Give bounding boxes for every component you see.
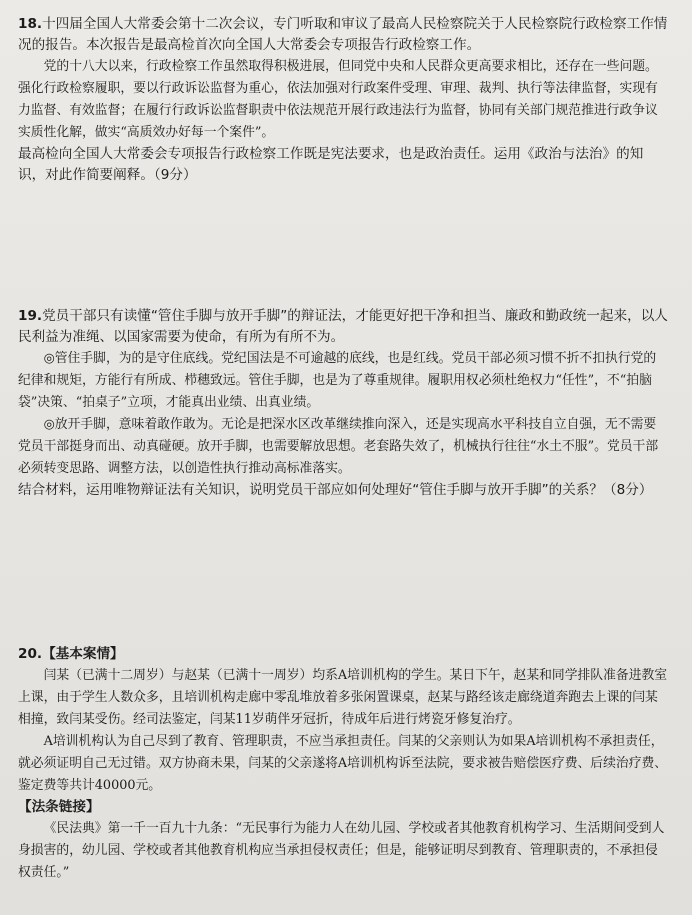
case-paragraph-1: 闫某（已满十二周岁）与赵某（已满十一周岁）均系A培训机构的学生。某日下午，赵某和同学排队准备进教室上课，由于学生人数众多，且培训机构走廊中零乱堆放着多张闲置课桌，赵某与路经该走廊绕道奔跑去上课的闫某相撞，致闫某受伤。经司法鉴定，闫某11岁萌伴牙冠折，待成年后进行烤瓷牙修复治疗。: [18, 668, 668, 727]
question-18-material: 党的十八大以来，行政检察工作虽然取得积极进展，但同党中央和人民群众更高要求相比，还存在一些问题。强化行政检察履职，要以行政诉讼监督为重心，依法加强对行政案件受理、审理、裁判、执行等法律监督，实现有力监督、有效监督；在履行行政诉讼监督职责中依法规范开展行政违法行为监督，协同有关部门规范推进行政争议实质性化解，做实“高质效办好每一个案件”。: [18, 59, 658, 140]
question-19-point-2: ◎放开手脚，意味着敢作敢为。无论是把深水区改革继续推向深入，还是实现高水平科技自立自强，无不需要党员干部挺身而出、动真碰硬。放开手脚，也需要解放思想。老套路失效了，机械执行往往“水土不服”。党员干部必须转变思路、调整方法，以创造性执行推动高标准落实。: [18, 417, 659, 476]
case-heading: 【基本案情】: [42, 646, 124, 662]
case-paragraph-2: A培训机构认为自己尽到了教育、管理职责，不应当承担责任。闫某的父亲则认为如果A培训机构不承担责任，就必须证明自己无过错。双方协商未果，闫某的父亲遂将A培训机构诉至法院，要求被告赔偿医疗费、后续治疗费、鉴定费等共计40000元。: [18, 734, 668, 793]
question-19-prompt: 结合材料，运用唯物辩证法有关知识，说明党员干部应如何处理好“管住手脚与放开手脚”的关系？（8分）: [18, 482, 653, 498]
intro-text: 党员干部只有读懂“管住手脚与放开手脚”的辩证法，才能更好把干净和担当、廉政和勤政统一起来，以人民利益为准绳、以国家需要为使命，有所为有所不为。: [18, 308, 668, 345]
question-18: [18, 14, 668, 186]
intro-text: 十四届全国人大常委会第十二次会议，专门听取和审议了最高人民检察院关于人民检察院行政检察工作情况的报告。本次报告是最高检首次向全国人大常委会专项报告行政检察工作。: [18, 16, 668, 53]
question-number: 19.: [18, 308, 43, 324]
question-number: 18.: [18, 16, 43, 32]
question-18-intro: [18, 14, 668, 56]
question-20: [18, 644, 668, 884]
law-heading: 【法条链接】: [18, 799, 100, 815]
question-19-intro: [18, 306, 668, 348]
question-19: [18, 306, 668, 501]
question-18-prompt: 最高检向全国人大常委会专项报告行政检察工作既是宪法要求，也是政治责任。运用《政治与法治》的知识，对此作简要阐释。（9分）: [18, 146, 644, 183]
question-19-point-1: ◎管住手脚，为的是守住底线。党纪国法是不可逾越的底线，也是红线。党员干部必须习惯不折不扣执行党的纪律和规矩，方能行有所成、栉穗致远。管住手脚，也是为了尊重规律。履职用权必须杜绝权力“任性”，不“拍脑袋”决策、“拍桌子”立项，才能真出业绩、出真业绩。: [18, 351, 657, 410]
question-20-heading: [18, 644, 668, 665]
law-paragraph-1: 《民法典》第一千一百九十九条：“无民事行为能力人在幼儿园、学校或者其他教育机构学习、生活期间受到人身损害的，幼儿园、学校或者其他教育机构应当承担侵权责任；但是，能够证明尽到教育、管理职责的，不承担侵权责任。”: [18, 821, 665, 880]
question-number: 20.: [18, 646, 43, 662]
